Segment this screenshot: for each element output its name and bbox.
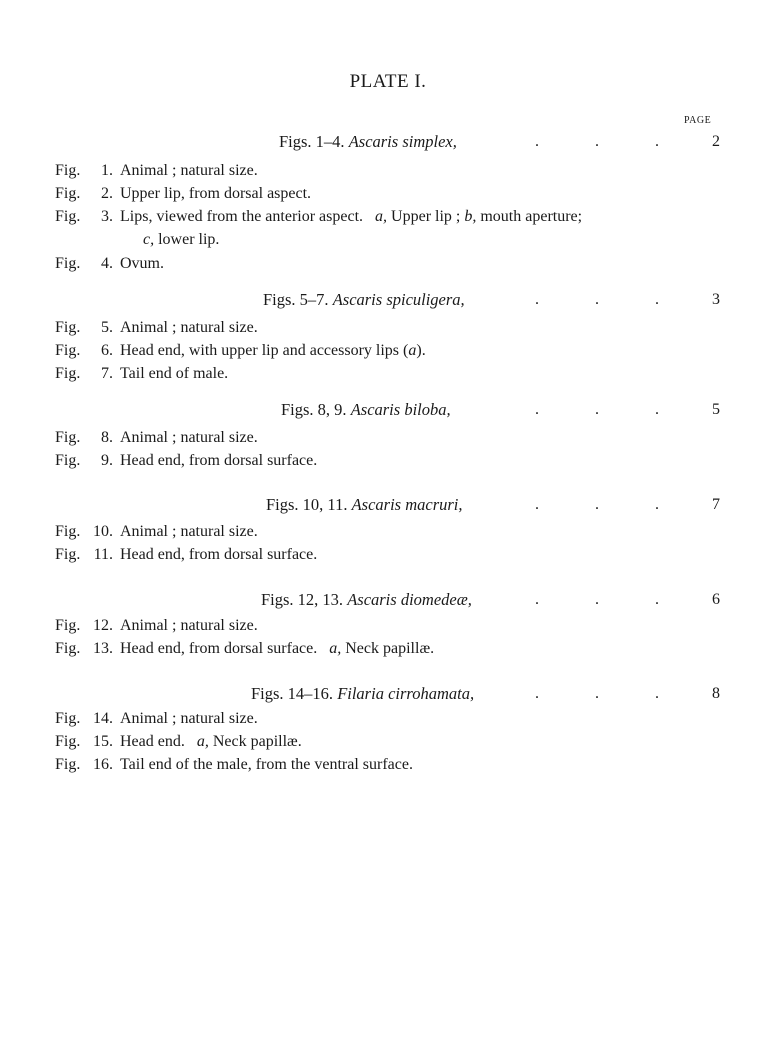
fig-caption: Animal ; natural size. [120,429,258,446]
fig-caption: Ovum. [120,255,164,272]
fig-number: 2. [101,185,113,202]
section-heading [281,402,451,419]
label-a: a [408,342,417,359]
label-a: a, [375,208,388,225]
caption-text: mouth aperture; [480,208,583,225]
section-heading [279,134,457,151]
page-number: 3 [712,291,720,308]
page-number: 7 [712,496,720,513]
fig-prefix: Fig. [55,255,81,272]
fig-caption: Upper lip, from dorsal aspect. [120,185,312,202]
figs-label: Figs. 10, 11. [266,495,348,514]
fig-number: 16. [93,756,113,773]
fig-prefix: Fig. [55,640,81,657]
fig-caption: Head end, from dorsal surface. [120,452,318,469]
figs-label: Figs. 8, 9. [281,400,347,419]
page-number: 8 [712,685,720,702]
fig-prefix: Fig. [55,710,81,727]
figs-label: Figs. 5–7. [263,290,329,309]
fig-number: 7. [101,365,113,382]
species-name: Ascaris biloba, [350,400,451,419]
fig-prefix: Fig. [55,756,81,773]
fig-caption: Animal ; natural size. [120,162,258,179]
caption-text: lower lip. [158,231,220,248]
fig-number: 8. [101,429,113,446]
caption-text: Upper lip ; [391,208,461,225]
label-b: b, [464,208,477,225]
fig-number: 1. [101,162,113,179]
caption-text: Neck papillæ. [345,640,435,657]
caption-text: Head end, with upper lip and accessory lips ( [120,342,409,359]
fig-caption: Animal ; natural size. [120,617,258,634]
species-name: Ascaris diomedeæ, [347,590,472,609]
fig-caption-continued [143,232,219,248]
fig-prefix: Fig. [55,429,81,446]
figs-label: Figs. 14–16. [251,684,334,703]
leader-dots: . . . [535,401,659,418]
fig-number: 15. [93,733,113,750]
fig-caption: Tail end of male. [120,365,229,382]
page-number: 5 [712,401,720,418]
fig-number: 14. [93,710,113,727]
label-a: a, [196,733,209,750]
species-name: Ascaris spiculigera, [332,290,465,309]
fig-prefix: Fig. [55,162,81,179]
species-name: Ascaris simplex, [348,132,457,151]
section-heading [266,497,463,514]
fig-number: 9. [101,452,113,469]
fig-caption [120,343,426,359]
species-name: Filaria cirrohamata, [337,684,475,703]
page-number: 2 [712,133,720,150]
fig-number: 3. [101,208,113,225]
plate-title: PLATE I. [349,71,427,92]
fig-prefix: Fig. [55,365,81,382]
fig-prefix: Fig. [55,342,81,359]
fig-caption [120,209,582,225]
label-a: a, [329,640,342,657]
fig-prefix: Fig. [55,523,81,540]
fig-prefix: Fig. [55,185,81,202]
fig-number: 4. [101,255,113,272]
section-heading [263,292,465,309]
page-number: 6 [712,591,720,608]
fig-prefix: Fig. [55,208,81,225]
species-name: Ascaris macruri, [351,495,463,514]
leader-dots: . . . [535,496,659,513]
fig-caption: Animal ; natural size. [120,710,258,727]
fig-prefix: Fig. [55,617,81,634]
fig-prefix: Fig. [55,546,81,563]
caption-text: Neck papillæ. [212,733,302,750]
fig-number: 6. [101,342,113,359]
fig-number: 13. [93,640,113,657]
fig-caption [120,734,302,750]
fig-number: 12. [93,617,113,634]
fig-caption: Animal ; natural size. [120,523,258,540]
fig-prefix: Fig. [55,319,81,336]
figs-label: Figs. 12, 13. [261,590,344,609]
fig-caption: Animal ; natural size. [120,319,258,336]
fig-prefix: Fig. [55,452,81,469]
leader-dots: . . . [535,591,659,608]
section-heading [261,592,472,609]
caption-text: Lips, viewed from the anterior aspect. [120,208,364,225]
leader-dots: . . . [535,685,659,702]
fig-number: 5. [101,319,113,336]
fig-number: 10. [93,523,113,540]
label-c: c, [143,231,155,248]
fig-caption: Tail end of the male, from the ventral surface. [120,756,413,773]
fig-caption [120,641,434,657]
caption-text: Head end. [120,733,185,750]
section-heading [251,686,474,703]
leader-dots: . . . [535,133,659,150]
caption-text: ). [416,342,426,359]
caption-text: Head end, from dorsal surface. [120,640,318,657]
fig-number: 11. [93,546,113,563]
page-column-label: PAGE [684,115,712,126]
fig-prefix: Fig. [55,733,81,750]
figs-label: Figs. 1–4. [279,132,345,151]
leader-dots: . . . [535,291,659,308]
fig-caption: Head end, from dorsal surface. [120,546,318,563]
